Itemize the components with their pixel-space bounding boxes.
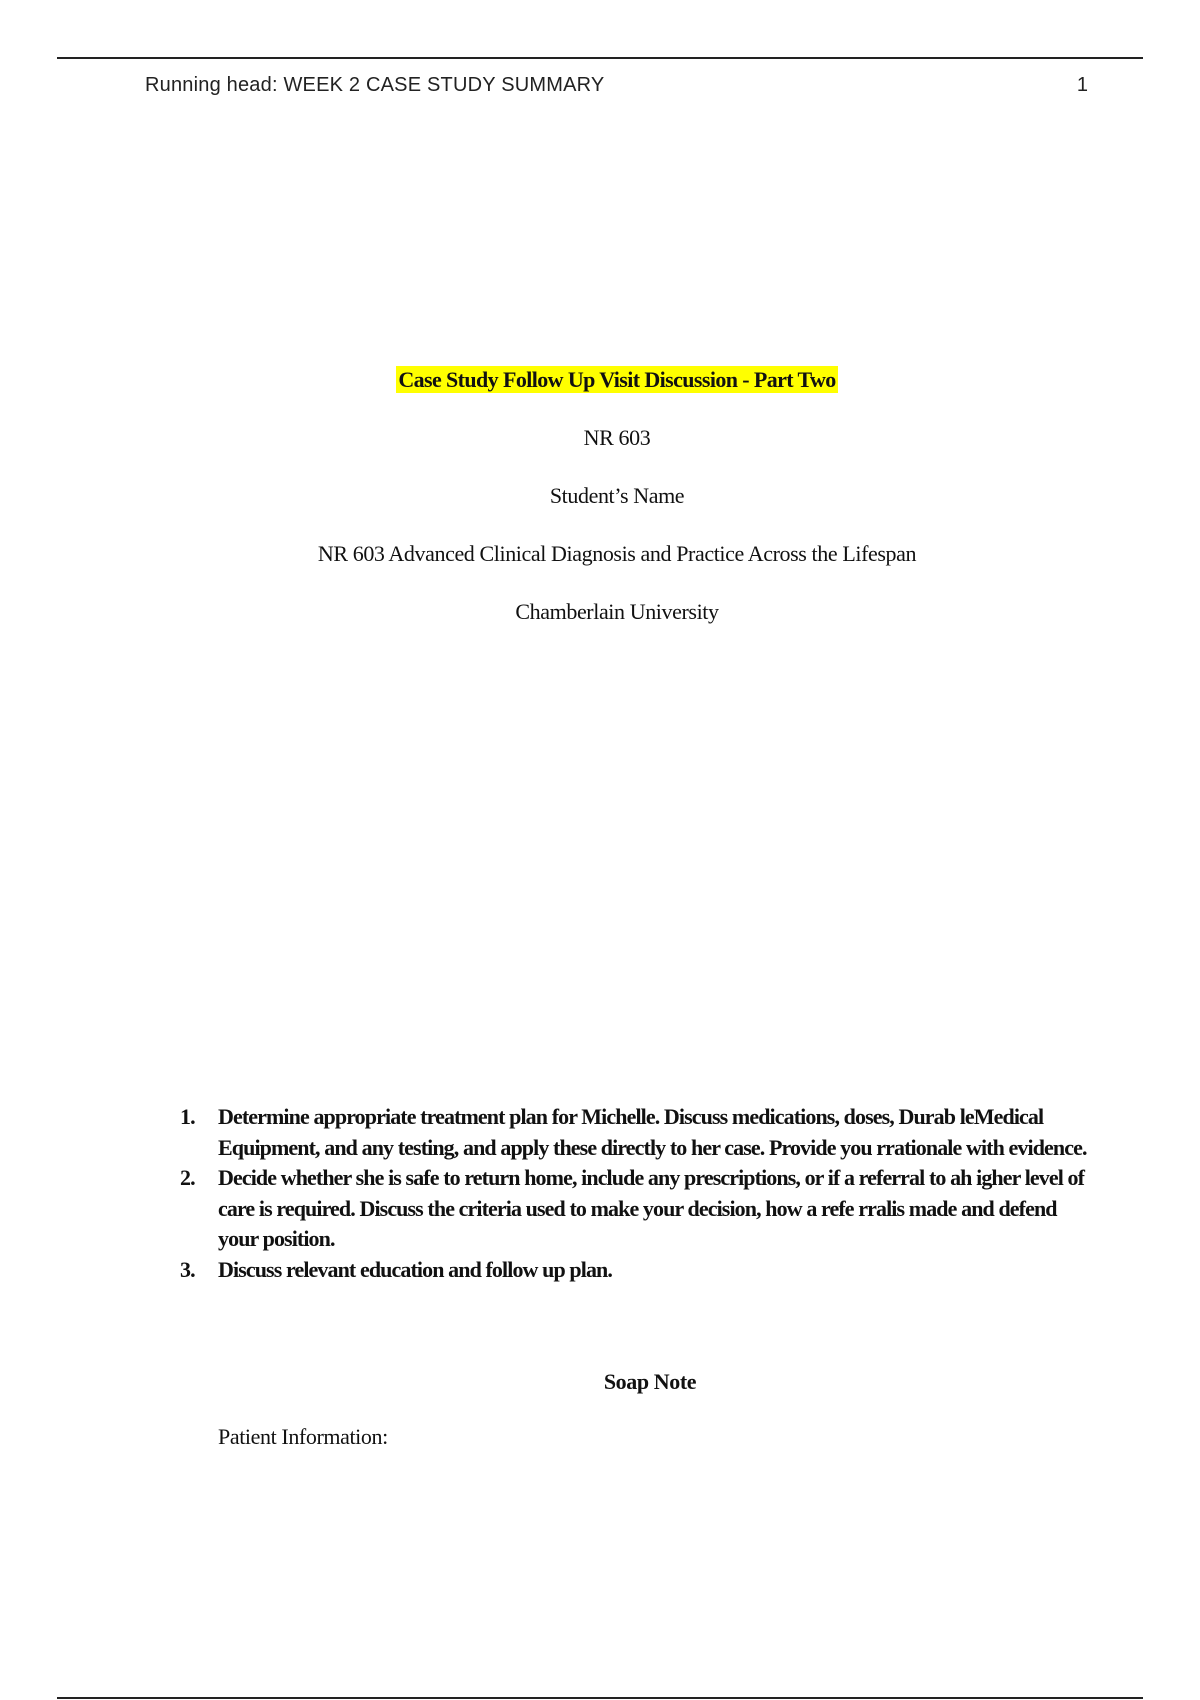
institution: Chamberlain University: [515, 599, 719, 624]
document-title: Case Study Follow Up Visit Discussion - Part Two: [398, 367, 836, 392]
question-item: [180, 1102, 1090, 1163]
course-code: NR 603: [583, 425, 651, 450]
title-line: [0, 366, 1200, 394]
question-item: [180, 1255, 1090, 1286]
bottom-rule: [57, 1697, 1143, 1699]
student-name: Student’s Name: [549, 483, 685, 508]
question-item: [180, 1163, 1090, 1255]
soap-note-heading: Soap Note: [603, 1369, 697, 1394]
question-text: Determine appropriate treatment plan for Michelle. Discuss medications, doses, Durab leMedical Equipment, and any testing, and apply these directly to her case. Provide you rrationale with evidence.: [218, 1104, 1087, 1160]
course-name: NR 603 Advanced Clinical Diagnosis and Practice Across the Lifespan: [317, 541, 917, 566]
question-text: Discuss relevant education and follow up plan.: [218, 1256, 612, 1282]
running-head: Running head: WEEK 2 CASE STUDY SUMMARY: [145, 74, 605, 96]
question-number: 1.: [180, 1104, 195, 1129]
top-rule: [57, 57, 1143, 59]
question-list: [180, 1102, 1090, 1285]
title-block: [0, 366, 1200, 656]
question-number: 3.: [180, 1256, 195, 1282]
question-number: 2.: [180, 1165, 195, 1190]
question-text: Decide whether she is safe to return home, include any prescriptions, or if a referral to ah igher level of care is required. Discuss the criteria used to make your decision, how a refe rralis made and defend your position.: [218, 1165, 1085, 1251]
page-number: 1: [1076, 74, 1088, 96]
patient-information-label: Patient Information:: [218, 1424, 388, 1449]
